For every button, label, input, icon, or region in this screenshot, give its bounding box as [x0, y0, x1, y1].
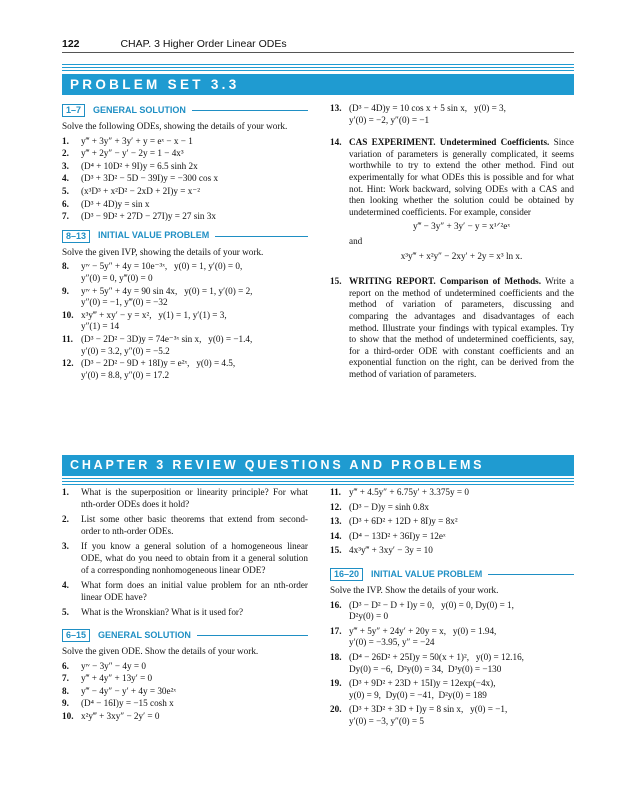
example-equation-1: y‴ − 3y″ + 3y′ − y = x¹ᐟ²eˣ — [412, 221, 511, 232]
section-range: 16–20 — [330, 568, 363, 581]
problem-set-left-column — [62, 102, 308, 382]
problem-text: 4x³y‴ + 3xy′ − 3y = 10 — [349, 545, 433, 556]
section-rule — [215, 236, 308, 237]
question-number: 3. — [62, 541, 69, 552]
problem-text: y‴ + 4y″ + 13y′ = 0 — [81, 673, 153, 684]
review-question — [62, 607, 308, 619]
section-title: GENERAL SOLUTION — [98, 629, 191, 640]
problem-number: 14. — [330, 137, 342, 148]
problem-number: 5. — [62, 185, 69, 196]
banner-stripes-bottom — [62, 478, 574, 487]
problem-number: 8. — [62, 685, 69, 696]
problem-number: 12. — [330, 501, 342, 512]
problem-item — [330, 137, 574, 265]
problem-item — [62, 136, 308, 148]
review-banner: CHAPTER 3 REVIEW QUESTIONS AND PROBLEMS — [62, 455, 574, 476]
problem-text: yᶦᵛ − 3y″ − 4y = 0 — [81, 660, 146, 671]
section-instructions: Solve the IVP. Show the details of your work. — [330, 584, 499, 595]
spacer — [330, 127, 574, 137]
question-text: If you know a general solution of a homogeneous linear ODE, what do you need to obtain from it a general solution of a corresponding nonhomogeneous linear ODE? — [81, 541, 311, 575]
problem-item — [330, 502, 574, 514]
problem-number: 14. — [330, 530, 342, 541]
question-number: 4. — [62, 580, 69, 591]
problem-item — [62, 261, 308, 284]
problem-number: 17. — [330, 625, 342, 636]
problem-body — [349, 276, 574, 380]
problem-item — [62, 173, 308, 185]
question-number: 2. — [62, 514, 69, 525]
problem-number: 4. — [62, 173, 69, 184]
problem-item — [330, 600, 574, 623]
problem-text: (D³ − 2D² − 9D + 18I)y = e²ˣ, y(0) = 4.5, y′(0) = 8.8, y″(0) = 17.2 — [81, 358, 236, 380]
problem-text: (D³ − 9D² + 27D − 27I)y = 27 sin 3x — [81, 211, 216, 222]
and-word: and — [349, 235, 363, 246]
problem-text: y‴ + 3y″ + 3y′ + y = eˣ − x − 1 — [81, 135, 193, 146]
problem-text: (D³ − 2D² − 3D)y = 74e⁻³ˣ sin x, y(0) = −1.4, y′(0) = 3.2, y″(0) = −5.2 — [81, 333, 253, 356]
problem-number: 9. — [62, 698, 69, 709]
spacer — [330, 266, 574, 276]
question-text: What is the Wronskian? What is it used for? — [81, 607, 244, 618]
problem-number: 18. — [330, 651, 342, 662]
problem-text: (D³ − D)y = sinh 0.8x — [349, 501, 429, 512]
question-text: List some other basic theorems that extend from second-order to nth-order ODEs. — [81, 514, 308, 536]
problem-text: (D³ + 4D)y = sin x — [81, 198, 150, 209]
problem-number: 2. — [62, 148, 69, 159]
problem-item — [330, 516, 574, 528]
problem-number: 11. — [62, 333, 73, 344]
spacer — [62, 623, 308, 627]
problem-item — [330, 276, 574, 380]
problem-text: (D³ + 3D² + 3D + I)y = 8 sin x, y(0) = −1, y′(0) = −3, y″(0) = 5 — [349, 704, 508, 726]
section-instructions: Solve the following ODEs, showing the details of your work. — [62, 121, 288, 131]
banner-stripes-top — [62, 64, 574, 73]
problem-item — [330, 487, 574, 499]
question-number: 1. — [62, 487, 69, 497]
problem-number: 7. — [62, 673, 69, 684]
problem-item — [330, 704, 574, 727]
problem-text: y‴ + 2y″ − y′ − 2y = 1 − 4x³ — [81, 148, 184, 159]
problem-item — [62, 698, 308, 710]
problem-number: 16. — [330, 599, 342, 610]
problem-text: yᶦᵛ − 5y″ + 4y = 10e⁻³ˣ, y(0) = 1, y′(0) = 0, y″(0) = 0, y‴(0) = 0 — [81, 261, 243, 283]
problem-number: 3. — [62, 160, 69, 171]
section-title: GENERAL SOLUTION — [93, 104, 186, 115]
problem-item — [62, 310, 308, 333]
problem-item — [62, 686, 308, 698]
problem-number: 13. — [330, 516, 342, 527]
problem-text: (x³D³ + x²D² − 2xD + 2I)y = x⁻² — [81, 185, 200, 196]
problem-set-banner: PROBLEM SET 3.3 — [62, 74, 574, 95]
problem-set-right-column — [330, 103, 574, 381]
page-number: 122 — [62, 38, 80, 50]
problem-item — [330, 652, 574, 675]
problem-text: (D⁴ − 16I)y = −15 cosh x — [81, 698, 174, 709]
problem-item — [62, 334, 308, 357]
section-range: 6–15 — [62, 629, 90, 642]
problem-item — [62, 673, 308, 685]
problem-text: Write a report on the method of undetermined coefficients and the method of variation of parameters, discussing and comparing the advantages and disadvantages of each method. Illustrate your findings with typical examples. Try to show that the method of undetermined coefficients, say, for a third-order ODE with constant coefficients and an exponential function on the right, can be derived from the method of variation of parameters. — [349, 276, 575, 379]
problem-text: y‴ − 4y″ − y′ + 4y = 30e²ˣ — [81, 685, 177, 696]
problem-text: y‴ + 4.5y″ + 6.75y′ + 3.375y = 0 — [349, 487, 469, 497]
example-equation-2: x³y‴ + x²y″ − 2xy′ + 2y = x³ ln x. — [400, 250, 523, 261]
problem-text: (D⁴ − 13D² + 36I)y = 12eˣ — [349, 530, 446, 541]
problem-item — [330, 103, 574, 126]
review-question — [62, 514, 308, 537]
section-rule — [488, 574, 574, 575]
problem-number: 13. — [330, 103, 342, 113]
problem-text: y‴ + 5y″ + 24y′ + 20y = x, y(0) = 1.94, y′(0) = −3.95, y″ = −24 — [349, 625, 497, 648]
problem-item — [62, 358, 308, 381]
problem-number: 19. — [330, 678, 342, 689]
review-left-column — [62, 487, 311, 724]
problem-text: (D³ + 6D² + 12D + 8I)y = 8x² — [349, 516, 458, 527]
spacer — [330, 560, 574, 566]
section-range: 1–7 — [62, 104, 85, 117]
spacer — [62, 224, 308, 228]
review-question — [62, 541, 311, 576]
section-heading — [62, 104, 308, 117]
problem-number: 10. — [62, 710, 74, 721]
section-title: INITIAL VALUE PROBLEM — [371, 568, 483, 579]
problem-number: 10. — [62, 309, 74, 320]
problem-item — [330, 531, 574, 543]
problem-item — [62, 199, 308, 211]
problem-item — [62, 161, 308, 173]
problem-item — [62, 186, 308, 198]
problem-number: 1. — [62, 135, 69, 146]
problem-text: (D³ + 9D² + 23D + 15I)y = 12exp(−4x), y(0) = 9, Dy(0) = −41, D²y(0) = 189 — [349, 678, 496, 700]
problem-item — [330, 626, 574, 649]
problem-item — [62, 711, 308, 723]
review-question — [62, 487, 311, 510]
problem-number: 6. — [62, 660, 69, 671]
problem-text: (D⁴ − 26D² + 25I)y = 50(x + 1)², y(0) = 12.16, Dy(0) = −6, D²y(0) = 34, D³y(0) = −130 — [349, 651, 524, 674]
problem-item — [330, 678, 574, 701]
problem-body — [349, 137, 574, 265]
section-heading — [62, 629, 308, 642]
problem-text: x³y‴ + xy′ − y = x², y(1) = 1, y′(1) = 3, y″(1) = 14 — [81, 309, 227, 332]
problem-number: 15. — [330, 545, 342, 556]
question-text: What is the superposition or linearity principle? For what nth-order ODEs does it hold? — [81, 487, 311, 509]
problem-text: yᶦᵛ + 5y″ + 4y = 90 sin 4x, y(0) = 1, y′(0) = 2, y″(0) = −1, y‴(0) = −32 — [81, 285, 253, 308]
section-range: 8–13 — [62, 230, 90, 243]
problem-title: CAS EXPERIMENT. Undetermined Coefficients. — [349, 137, 550, 148]
problem-text: (D⁴ + 10D² + 9I)y = 6.5 sinh 2x — [81, 160, 198, 171]
problem-text: x²y‴ + 3xy″ − 2y′ = 0 — [81, 710, 160, 721]
problem-item — [62, 286, 308, 309]
problem-text: Since variation of parameters is generally complicated, it seems worthwhile to try to extend the other method. Find out experimentally for what ODEs this is possible and for what not. Hint: Work backward, solving ODEs with a CAS and then looking whether the solution could be obtained by undetermined coefficients. For example, consider — [349, 137, 574, 217]
problem-number: 7. — [62, 211, 69, 222]
question-text: What form does an initial value problem for an nth-order linear ODE have? — [81, 580, 311, 602]
problem-item — [62, 148, 308, 160]
section-instructions: Solve the given IVP, showing the details of your work. — [62, 246, 264, 257]
section-heading — [62, 230, 308, 243]
running-title: CHAP. 3 Higher Order Linear ODEs — [120, 38, 287, 50]
section-title: INITIAL VALUE PROBLEM — [98, 230, 210, 241]
problem-item — [62, 211, 308, 223]
problem-number: 6. — [62, 198, 69, 209]
question-number: 5. — [62, 607, 69, 618]
section-rule — [192, 110, 308, 111]
header-rule — [62, 52, 574, 53]
problem-text: (D³ − 4D)y = 10 cos x + 5 sin x, y(0) = 3, y′(0) = −2, y″(0) = −1 — [349, 103, 506, 125]
problem-number: 15. — [330, 276, 342, 287]
page-header — [62, 38, 287, 50]
problem-number: 20. — [330, 704, 342, 715]
problem-number: 8. — [62, 261, 69, 272]
problem-number: 12. — [62, 358, 74, 369]
problem-item — [330, 545, 574, 557]
problem-number: 9. — [62, 285, 69, 296]
problem-text: (D³ − D² − D + I)y = 0, y(0) = 0, Dy(0) = 1, D²y(0) = 0 — [349, 599, 514, 622]
problem-text: (D³ + 3D² − 5D − 39I)y = −300 cos x — [81, 173, 219, 184]
section-instructions: Solve the given ODE. Show the details of your work. — [62, 645, 259, 656]
problem-number: 11. — [330, 487, 341, 497]
review-right-column — [330, 487, 574, 731]
section-rule — [197, 635, 308, 636]
review-question — [62, 580, 311, 603]
problem-item — [62, 661, 308, 673]
section-heading — [330, 568, 574, 581]
problem-title: WRITING REPORT. Comparison of Methods. — [349, 276, 542, 287]
